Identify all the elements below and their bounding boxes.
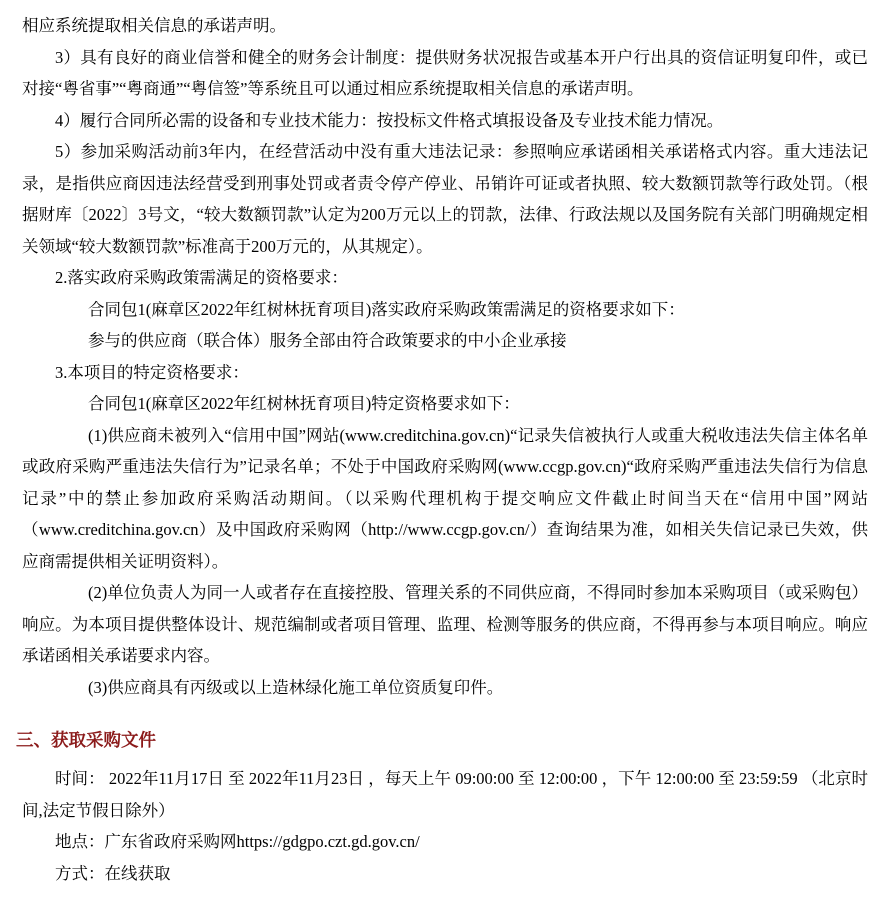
- paragraph-qualification-certificate: (3)供应商具有丙级或以上造林绿化施工单位资质复印件。: [88, 677, 504, 697]
- paragraph-no-major-violation: 5）参加采购活动前3年内，在经营活动中没有重大违法记录：参照响应承诺函相关承诺格式内容。重大违法记录，是指供应商因违法经营受到刑事处罚或者责令停产停业、吊销许可证或者执照、较大数额罚款等行政处罚。（根据财库〔2022〕3号文，“较大数额罚款”认定为200万元以上的罚款，法律、行政法规以及国务院有关部门明确规定相关领域“较大数额罚款”标准高于200万元的，从其规定）。: [22, 142, 868, 256]
- paragraph-sme-undertaking: 参与的供应商（联合体）服务全部由符合政策要求的中小企业承接: [88, 331, 567, 350]
- paragraph-specific-requirements: 3.本项目的特定资格要求：: [55, 362, 249, 382]
- paragraph-policy-requirements: 2.落实政府采购政策需满足的资格要求：: [55, 268, 348, 287]
- paragraph-continuation: 相应系统提取相关信息的承诺声明。: [22, 16, 286, 35]
- paragraph-same-person-restriction: (2)单位负责人为同一人或者存在直接控股、管理关系的不同供应商，不得同时参加本采购项目（或采购包）响应。为本项目提供整体设计、规范编制或者项目管理、监理、检测等服务的供应商，不得再参与本项目响应。响应承诺函相关承诺要求内容。: [22, 583, 868, 665]
- qualification-requirements-section: [22, 10, 868, 703]
- obtain-location: 地点：广东省政府采购网https://gdgpo.czt.gd.gov.cn/: [55, 832, 420, 851]
- paragraph-contract-package-policy: 合同包1(麻章区2022年红树林抚育项目)落实政府采购政策需满足的资格要求如下：: [88, 299, 685, 319]
- paragraph-credit-china-check: (1)供应商未被列入“信用中国”网站(www.creditchina.gov.cn)“记录失信被执行人或重大税收违法失信主体名单或政府采购严重违法失信行为”记录名单；不处于中国政府采购网(www.ccgp.gov.cn)“政府采购严重违法失信行为信息记录”中的禁止参加政府采购活动期间。（以采购代理机构于提交响应文件截止时间当天在“信用中国”网站（www.creditchina.gov.cn）及中国政府采购网（http://www.ccgp.gov.cn/）查询结果为准，如相关失信记录已失效，供应商需提供相关证明资料）。: [22, 425, 868, 571]
- paragraph-contract-package-specific: 合同包1(麻章区2022年红树林抚育项目)特定资格要求如下：: [88, 394, 520, 413]
- paragraph-equipment-ability: 4）履行合同所必需的设备和专业技术能力：按投标文件格式填报设备及专业技术能力情况。: [55, 110, 724, 130]
- paragraph-credit-standing: 3）具有良好的商业信誉和健全的财务会计制度：提供财务状况报告或基本开户行出具的资信证明复印件，或已对接“粤省事”“粤商通”“粤信签”等系统且可以通过相应系统提取相关信息的承诺声明。: [22, 47, 868, 98]
- obtain-time: 时间： 2022年11月17日 至 2022年11月23日 ，每天上午 09:00:00 至 12:00:00 ，下午 12:00:00 至 23:59:59 （北京时间,法定节假日除外）: [22, 769, 868, 820]
- section-heading-obtain-procurement-documents: 三、获取采购文件: [16, 730, 156, 750]
- obtain-method: 方式：在线获取: [55, 863, 171, 883]
- obtain-documents-section: [22, 763, 868, 889]
